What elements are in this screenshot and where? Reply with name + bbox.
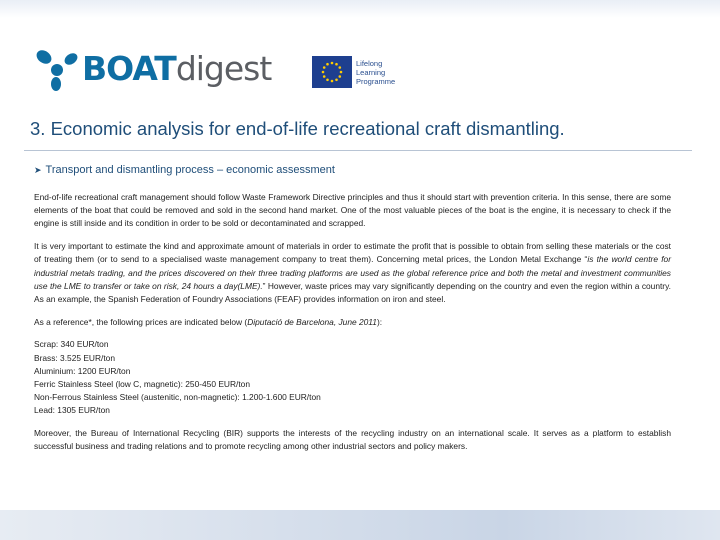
price-item: Aluminium: 1200 EUR/ton — [34, 365, 131, 376]
price-list — [34, 338, 671, 417]
paragraph-prevention: End-of-life recreational craft management should follow Waste Framework Directive principles and thus it should start with prevention criteria. In this sense, there are some elements of the boat that could be removed and sold in the second hand market. One of the most valuable pieces of the boat is the engine, it is necessary to check if the engine is still inside and its condition in order to be sold or decontaminated and scrapped. — [34, 192, 671, 229]
reference-source: Diputació de Barcelona, June 2011 — [247, 316, 377, 327]
body-text — [34, 191, 671, 453]
paragraph-bir: Moreover, the Bureau of International Recycling (BIR) supports the interests of the recycling industry on an international scale. It serves as a platform to establish successful business and trading relations and to promote recycling among other industrial sectors and policy makers. — [34, 428, 671, 452]
price-item: Scrap: 340 EUR/ton — [34, 339, 109, 350]
llp-line: Lifelong — [356, 58, 383, 68]
logo-wordmark — [82, 48, 272, 88]
llp-text — [356, 59, 395, 86]
bottom-gradient-band — [0, 510, 720, 540]
title-divider — [24, 150, 692, 151]
section-heading: Transport and dismantling process – economic assessment — [45, 164, 335, 176]
logo-digest-text: digest — [175, 48, 272, 88]
arrow-bullet-icon: ➤ — [34, 164, 42, 175]
eu-flag-icon — [312, 56, 352, 88]
paragraph-text: It is very important to estimate the kind and approximate amount of materials in order to estimate the profit that is possible to obtain from selling these materials or the cost of treating them (or to send to a specialised waste management company to treat them). Concerning metal prices, the London Metal Exchange “ — [34, 241, 671, 265]
section-bullet — [34, 164, 335, 176]
llp-line: Programme — [356, 76, 396, 86]
lme-quote: is the world centre for industrial metals trading, and the prices discovered on their three trading platforms are used as the global reference price and both the metal and investment communities use the LME to transfer or take on risk, 24 hours a day(LME). — [34, 254, 671, 291]
paragraph-metal-prices — [34, 240, 671, 306]
paragraph-reference — [34, 316, 671, 329]
slide-title: 3. Economic analysis for end-of-life recreational craft dismantling. — [30, 118, 565, 139]
boat-propeller-icon — [34, 45, 80, 91]
price-item: Non-Ferrous Stainless Steel (austenitic, non-magnetic): 1.200-1.600 EUR/ton — [34, 392, 321, 403]
price-item: Brass: 3.525 EUR/ton — [34, 352, 115, 363]
top-gradient-band — [0, 0, 720, 18]
logo-boat-text: BOAT — [82, 48, 176, 88]
price-item: Ferric Stainless Steel (low C, magnetic): 250-450 EUR/ton — [34, 378, 250, 389]
price-item: Lead: 1305 EUR/ton — [34, 405, 110, 416]
paragraph-text: As a reference*, the following prices are indicated below ( — [34, 316, 248, 327]
paragraph-text: ): — [376, 316, 383, 327]
boatdigest-logo — [34, 44, 271, 92]
llp-line: Learning — [356, 67, 386, 77]
lifelong-learning-logo — [312, 56, 395, 88]
paragraph-text: ” However, waste prices may vary significantly depending on the country and even the region within a country. As an example, the Spanish Federation of Foundry Associations (FEAF) provides information on iron and steel. — [34, 280, 671, 304]
